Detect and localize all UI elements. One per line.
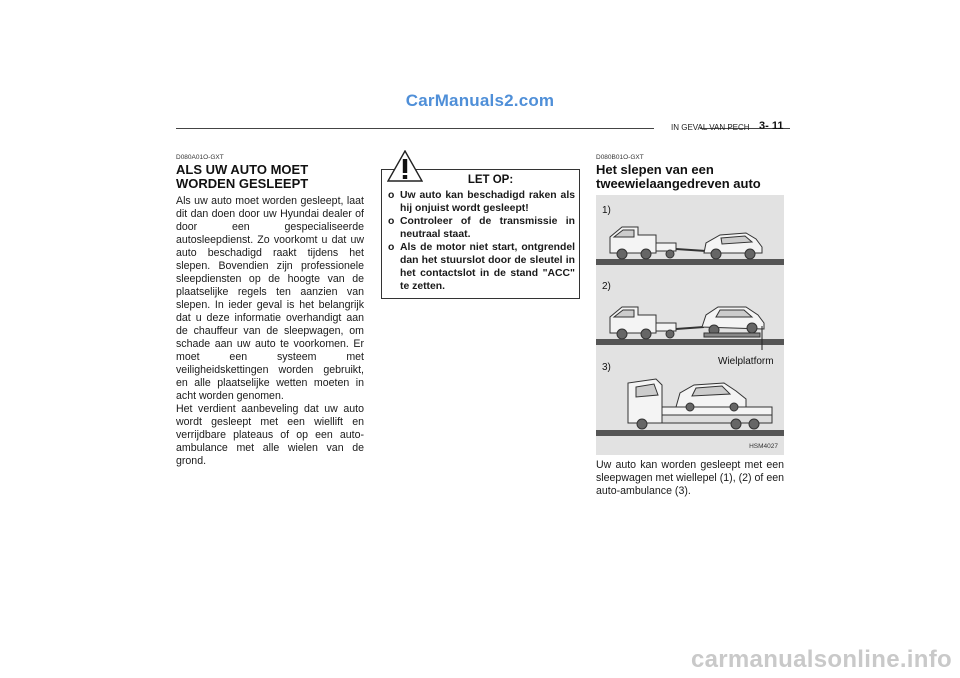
bullet: o <box>388 190 395 201</box>
watermark-bottom[interactable]: carmanualsonline.info <box>690 646 952 673</box>
scene-3 <box>596 379 784 436</box>
watermark-top[interactable]: CarManuals2.com <box>405 91 555 110</box>
figure-label-2: 2) <box>602 281 611 292</box>
caution-item <box>388 241 575 293</box>
scene-2 <box>596 307 784 350</box>
wheel-platform-callout: Wielplatform <box>718 356 774 367</box>
section-code: D080A01O-GXT <box>176 154 224 161</box>
figure-label-3: 3) <box>602 362 611 373</box>
scene-1 <box>596 227 784 265</box>
caution-title: LET OP: <box>467 174 514 186</box>
caution-item <box>388 215 575 241</box>
section-title: ALS UW AUTO MOET WORDEN GESLEEPT <box>176 162 309 191</box>
towing-illustration <box>596 195 784 455</box>
towing-figure <box>596 195 784 455</box>
header-rule <box>176 128 654 129</box>
header-section: IN GEVAL VAN PECH <box>671 123 750 132</box>
caution-text: Als de motor niet start, ontgrendel dan het stuurslot door de sleutel in het contactslot in de stand "ACC" te zetten. <box>400 242 575 292</box>
caution-box <box>381 169 580 299</box>
figure-code: HSM4027 <box>749 443 778 450</box>
figure-caption: Uw auto kan worden gesleept met een sleepwagen met wiellepel (1), (2) of een auto-ambulance (3). <box>596 459 784 497</box>
caution-text: Controleer of de transmissie in neutraal staat. <box>400 216 575 240</box>
page-number: 3- 11 <box>759 120 784 132</box>
caution-text: Uw auto kan beschadigd raken als hij onjuist wordt gesleept! <box>400 190 575 214</box>
left-column <box>176 154 364 468</box>
bullet: o <box>388 242 395 253</box>
section-code: D080B01O-GXT <box>596 154 644 161</box>
section-body: Als uw auto moet worden gesleept, laat dit dan doen door uw Hyundai dealer of door een gespecialiseerde autosleepdienst. Zo voorkomt u dat uw auto beschadigd raakt tijdens het slepen. Bovendien zijn professionele sleepdiensten op de hoogte van de plaatselijke regels ten aanzien van slepen. In ieder geval is het belangrijk dat u deze informatie overhandigt aan de chauffeur van de sleepwagen, om schade aan uw auto te voorkomen. Er moet een systeem met veiligheidskettingen worden gebruikt, en alle plaatselijke wetten moeten in acht worden genomen. Het verdient aanbeveling dat uw auto wordt gesleept met een wiellift en verrijdbare plateaus of op een auto-ambulance met alle wielen van de grond. <box>176 195 364 467</box>
figure-caption-wrap <box>596 459 784 498</box>
caution-item <box>388 189 575 215</box>
section-title: Het slepen van een tweewielaangedreven auto <box>596 162 761 191</box>
figure-label-1: 1) <box>602 205 611 216</box>
bullet: o <box>388 216 395 227</box>
right-column <box>596 154 784 195</box>
caution-list <box>388 189 575 293</box>
